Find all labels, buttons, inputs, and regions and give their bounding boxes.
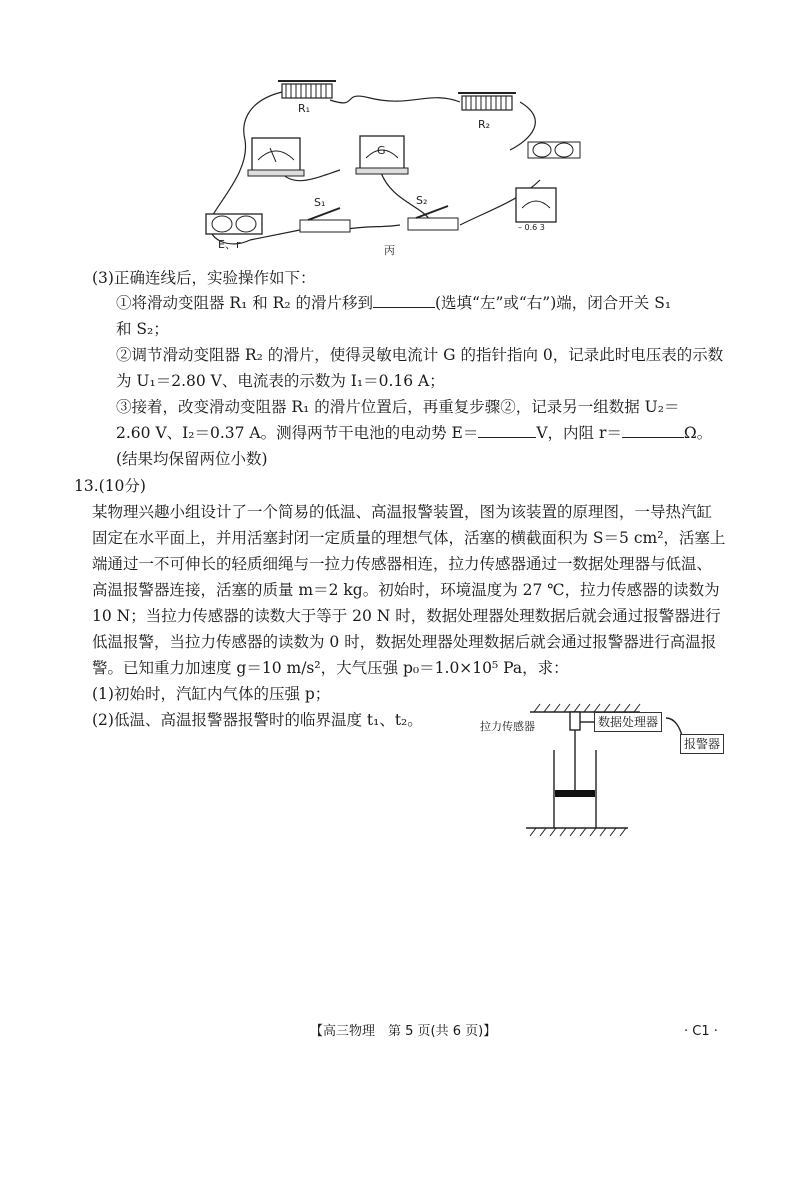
battery-top-right (528, 142, 580, 158)
r1-label: R₁ (298, 102, 311, 115)
q13-para-line-2: 固定在水平面上，并用活塞封闭一定质量的理想气体，活塞的横截面积为 S＝5 cm²，活塞上 (92, 529, 726, 547)
battery-label: E、r (218, 238, 241, 251)
switch-s2 (408, 194, 458, 230)
q13-para-line-7: 警。已知重力加速度 g＝10 m/s²，大气压强 p₀＝1.0×10⁵ Pa，求： (92, 659, 569, 677)
galvanometer (356, 136, 408, 174)
q13-para-line-4: 高温报警器连接，活塞的质量 m＝2 kg。初始时，环境温度为 27 ℃，拉力传感器的读数为 (92, 581, 720, 599)
s2-label: S₂ (416, 194, 428, 207)
s1-label: S₁ (314, 196, 326, 209)
step1-line-a: ①将滑动变阻器 R₁ 和 R₂ 的滑片移到 (选填“左”或“右”)端，闭合开关 S₁ (116, 294, 672, 312)
answer-blank-emf[interactable] (478, 423, 536, 438)
q13-question-1: (1)初始时，汽缸内气体的压强 p； (92, 685, 331, 703)
step3-line-b: 2.60 V、I₂＝0.37 A。测得两节干电池的电动势 E＝ V，内阻 r＝ Ω。 (116, 424, 713, 442)
step1-line-b: 和 S₂； (116, 320, 169, 338)
q13-para-line-6: 低温报警，当拉力传感器的读数为 0 时，数据处理器处理数据后就会通过报警器进行高温报 (92, 633, 717, 651)
switch-s1 (300, 196, 350, 232)
step2-line-a: ②调节滑动变阻器 R₂ 的滑片，使得灵敏电流计 G 的指针指向 0，记录此时电压表的示数 (116, 346, 724, 364)
q13-question-2: (2)低温、高温报警器报警时的临界温度 t₁、t₂。 (92, 711, 423, 729)
step3-line-a: ③接着，改变滑动变阻器 R₁ 的滑片位置后，再重复步骤②，记录另一组数据 U₂＝ (116, 398, 680, 416)
piston (555, 790, 595, 797)
answer-blank-end[interactable] (373, 293, 435, 308)
step2-line-b: 为 U₁＝2.80 V、电流表的示数为 I₁＝0.16 A； (116, 372, 445, 390)
q13-para-line-5: 10 N；当拉力传感器的读数大于等于 20 N 时，数据处理器处理数据后就会通过报警器进行 (92, 607, 721, 625)
q13-para-line-1: 某物理兴趣小组设计了一个简易的低温、高温报警装置，图为该装置的原理图，一导热汽缸 (92, 503, 713, 521)
ammeter-scale: – 0.6 3 (518, 223, 545, 232)
answer-blank-resistance[interactable] (622, 423, 684, 438)
q13-para-line-3: 端通过一不可伸长的轻质细绳与一拉力传感器相连，拉力传感器通过一数据处理器与低温、 (92, 555, 713, 573)
ammeter (516, 188, 556, 232)
galvanometer-label: G (377, 144, 386, 157)
step3-line-c: (结果均保留两位小数) (116, 450, 268, 468)
voltmeter (248, 138, 304, 176)
part3-intro: (3)正确连线后，实验操作如下： (92, 269, 316, 287)
r2-label: R₂ (478, 118, 491, 131)
alarm-box: 报警器 (680, 734, 724, 754)
figure-caption: 丙 (384, 244, 395, 257)
page-footer: 【高三物理 第 5 页(共 6 页)】 (310, 1024, 497, 1039)
battery-er (206, 214, 262, 251)
sensor-label: 拉力传感器 (480, 720, 535, 733)
rheostat-r1 (278, 81, 336, 115)
processor-box: 数据处理器 (594, 712, 662, 732)
circuit-figure (190, 80, 610, 260)
page-code: · C1 · (684, 1024, 718, 1039)
rheostat-r2 (458, 93, 516, 131)
q13-number: 13.(10分) (74, 477, 146, 495)
